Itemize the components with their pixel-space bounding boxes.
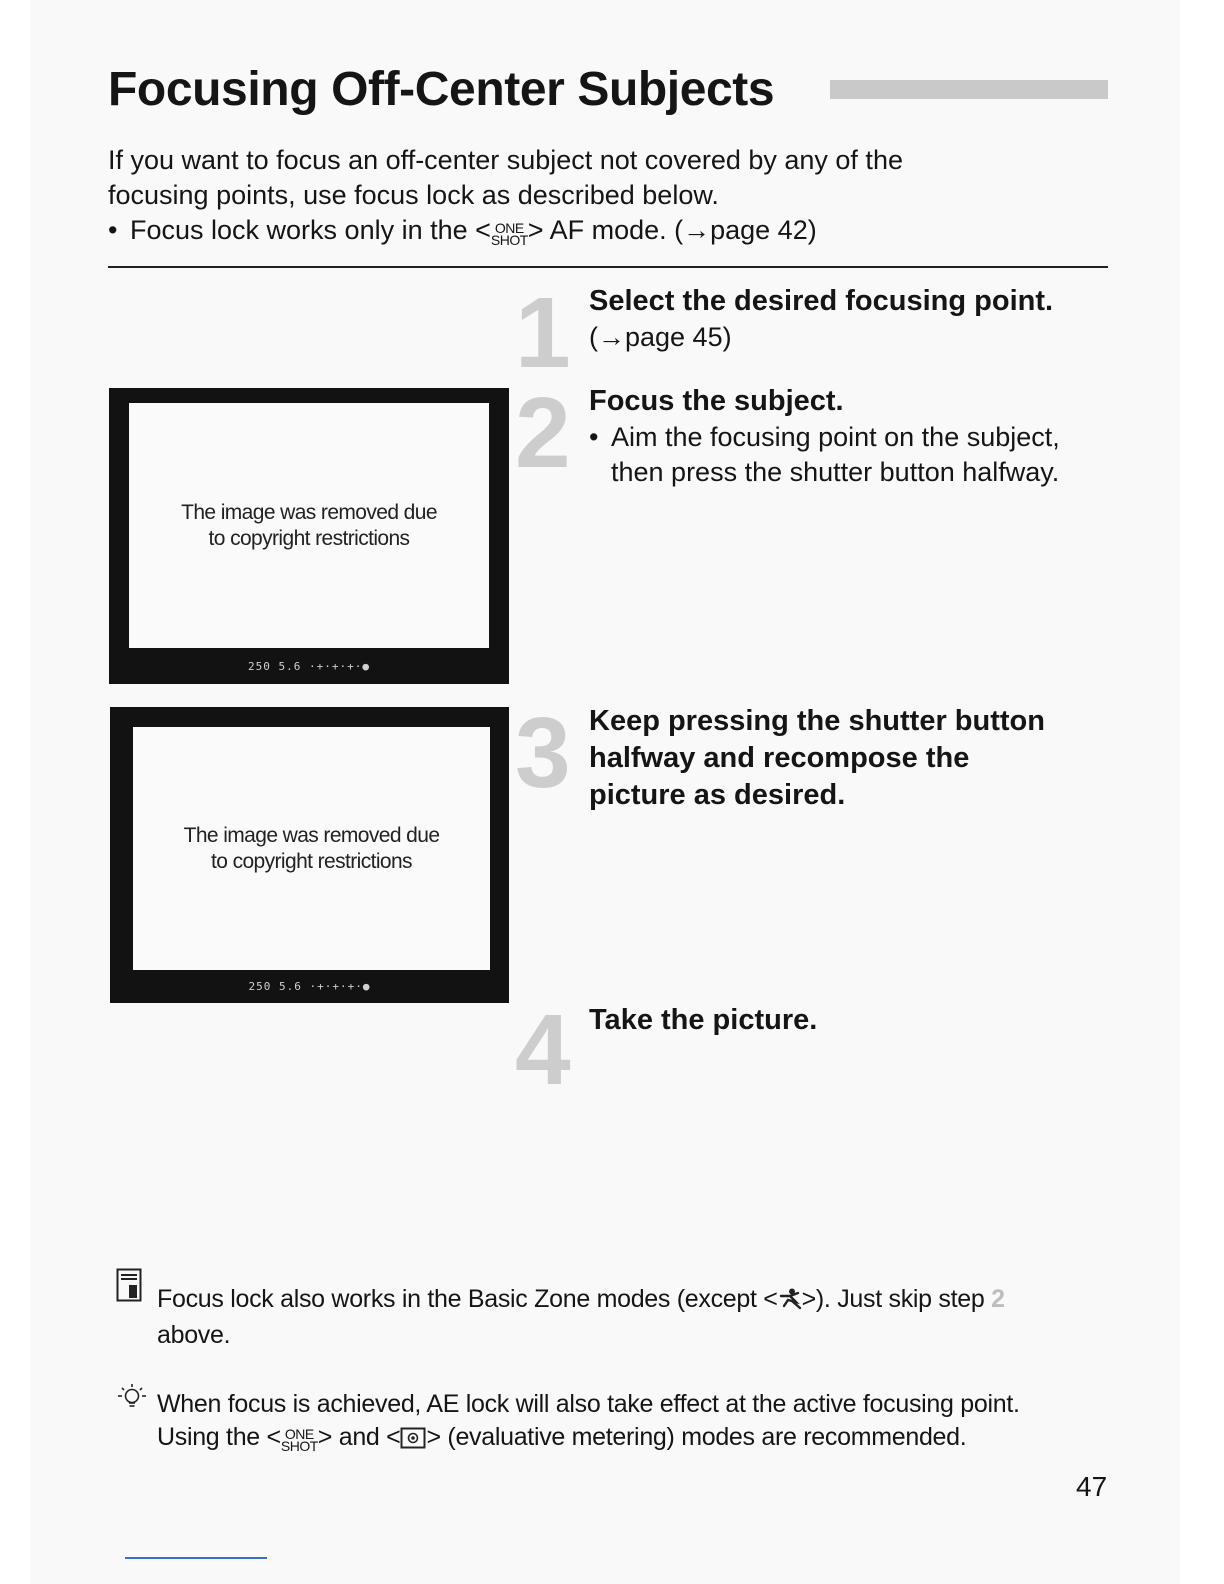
one-shot-mode-icon: ONE SHOT — [490, 220, 528, 248]
note-1-step-ref: 2 — [991, 1285, 1005, 1313]
intro-bullet — [108, 213, 1108, 248]
step-4 — [589, 1002, 1119, 1039]
footer-link-underline — [125, 1557, 267, 1559]
note-2-line-1: When focus is achieved, AE lock will also take effect at the active focusing point. — [157, 1390, 1020, 1418]
step-number-4: 4 — [515, 994, 571, 1106]
step-number-3: 3 — [515, 697, 571, 809]
viewfinder-image-2 — [110, 707, 509, 1003]
intro-bullet-post: > AF mode. (→page 42) — [527, 215, 817, 245]
title-accent-bar — [830, 80, 1108, 99]
step-2 — [589, 383, 1119, 490]
step-2-bullet: • Aim the focusing point on the subject, then press the shutter button halfway. — [589, 422, 1060, 487]
note-1-pre: Focus lock also works in the Basic Zone modes (except < — [157, 1285, 778, 1313]
sports-mode-icon — [778, 1286, 802, 1319]
step-2-title: Focus the subject. — [589, 385, 844, 417]
one-shot-mode-icon-note: ONE SHOT — [280, 1426, 318, 1454]
page-title: Focusing Off-Center Subjects — [108, 63, 775, 116]
lightbulb-icon — [113, 1382, 151, 1419]
step-1-title: Select the desired focusing point. — [589, 285, 1054, 317]
removed-image-notice-1: The image was removed due to copyright restrictions — [129, 403, 489, 648]
step-3 — [589, 703, 1119, 814]
intro-line-2: focusing points, use focus lock as described below. — [108, 180, 719, 210]
removed-image-notice-2: The image was removed due to copyright restrictions — [133, 727, 490, 970]
step-3-title-line-2: halfway and recompose the — [589, 742, 970, 774]
step-4-title: Take the picture. — [589, 1004, 818, 1036]
section-divider — [108, 266, 1108, 268]
step-1-page-ref: (→page 45) — [589, 322, 732, 352]
viewfinder-readout-1: 250 5.6 ·+·+·+·● — [248, 660, 370, 673]
page-number: 47 — [1076, 1471, 1108, 1502]
note-2-line-2: Using the < ONE SHOT > and < > (evaluative metering) modes are recommended. — [157, 1421, 1147, 1458]
step-3-title-line-3: picture as desired. — [589, 779, 846, 811]
viewfinder-readout-2: 250 5.6 ·+·+·+·● — [248, 980, 371, 993]
note-1-mid: >). Just skip step — [801, 1285, 992, 1313]
step-3-title-line-1: Keep pressing the shutter button — [589, 705, 1045, 737]
evaluative-metering-icon — [400, 1425, 426, 1458]
intro — [108, 143, 1108, 248]
intro-bullet-pre: Focus lock works only in the < — [130, 215, 491, 245]
step-number-2: 2 — [515, 377, 571, 489]
memo-icon — [116, 1268, 142, 1302]
step-number-1: 1 — [515, 277, 571, 389]
note-1-line-2: above. — [157, 1321, 231, 1349]
viewfinder-image-1 — [109, 388, 509, 684]
intro-line-1: If you want to focus an off-center subject not covered by any of the — [108, 145, 903, 175]
note-ae-lock — [157, 1388, 1147, 1458]
note-basic-zone — [157, 1283, 1117, 1352]
step-1 — [589, 283, 1119, 355]
bullet-dot: • — [108, 215, 118, 245]
